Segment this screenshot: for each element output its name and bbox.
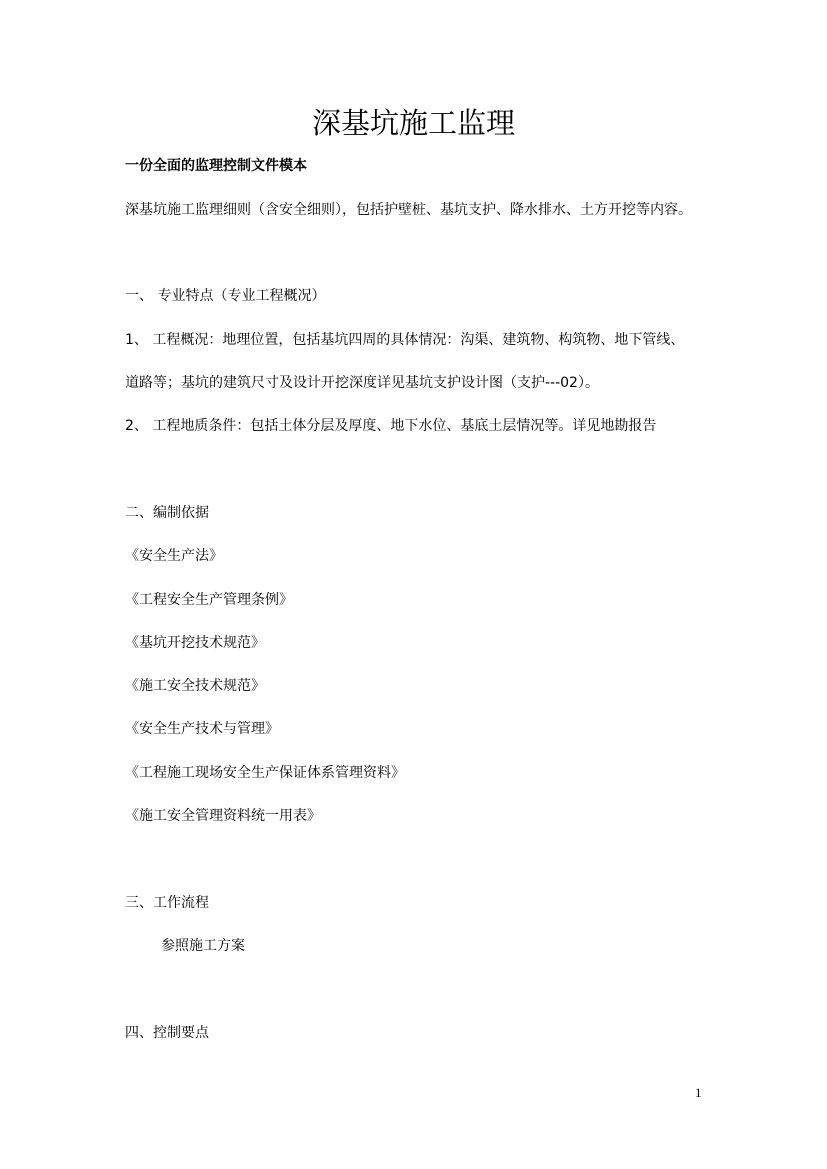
reference-item: 《安全生产法》 <box>125 548 223 564</box>
section-1-item-1-line-2: 道路等；基坑的建筑尺寸及设计开挖深度详见基坑支护设计图（支护---02）。 <box>125 375 599 391</box>
intro-paragraph: 深基坑施工监理细则（含安全细则），包括护壁桩、基坑支护、降水排水、土方开挖等内容。 <box>125 202 692 218</box>
document-subtitle: 一份全面的监理控制文件模本 <box>125 158 307 174</box>
section-1-item-1-line-1: 1、 工程概况：地理位置，包括基坑四周的具体情况：沟渠、建筑物、构筑物、地下管线、 <box>125 332 685 348</box>
reference-item: 《安全生产技术与管理》 <box>125 721 279 737</box>
reference-item: 《基坑开挖技术规范》 <box>125 635 265 651</box>
document-title: 深基坑施工监理 <box>311 106 515 140</box>
page-number: 1 <box>695 1085 702 1100</box>
reference-item: 《工程安全生产管理条例》 <box>125 592 293 608</box>
reference-item: 《工程施工现场安全生产保证体系管理资料》 <box>125 765 405 781</box>
section-1-item-2: 2、 工程地质条件：包括土体分层及厚度、地下水位、基底土层情况等。详见地勘报告 <box>125 418 657 434</box>
section-1-heading: 一、 专业特点（专业工程概况） <box>125 288 326 304</box>
reference-item: 《施工安全管理资料统一用表》 <box>125 808 321 824</box>
section-3-heading: 三、工作流程 <box>125 895 209 911</box>
section-2-heading: 二、编制依据 <box>125 505 209 521</box>
section-4-heading: 四、控制要点 <box>125 1025 209 1041</box>
reference-item: 《施工安全技术规范》 <box>125 678 265 694</box>
section-3-body: 参照施工方案 <box>161 938 245 954</box>
